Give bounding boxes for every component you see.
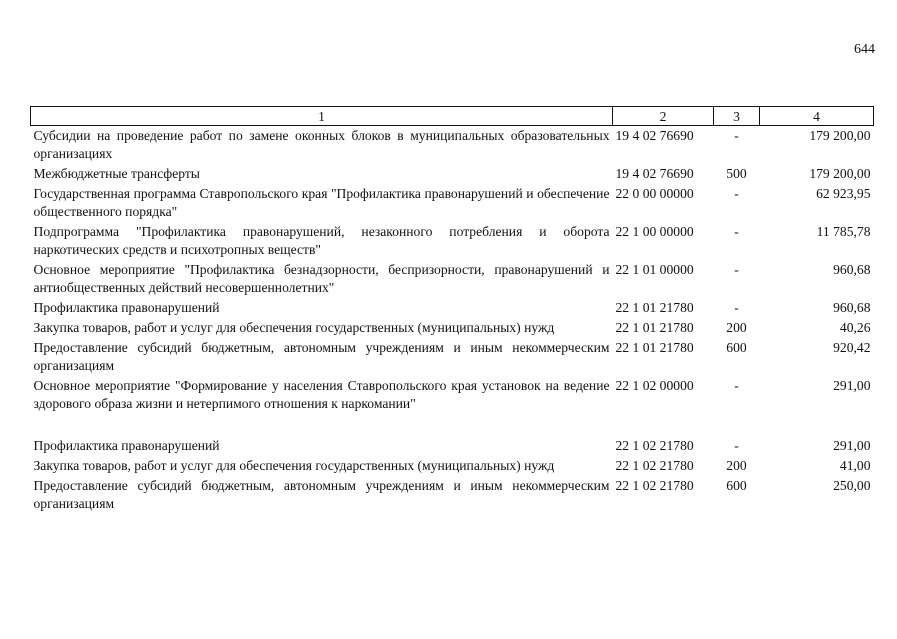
row-code: 22 1 01 21780	[615, 300, 694, 315]
row-sum: 291,00	[833, 438, 871, 453]
spacer-cell	[31, 414, 874, 436]
row-code: 22 1 02 00000	[615, 378, 694, 393]
row-sum: 250,00	[833, 478, 871, 493]
row-type: -	[734, 378, 739, 393]
row-name: Закупка товаров, работ и услуг для обеспечения государственных (муниципальных) нужд	[33, 458, 555, 473]
table-row	[31, 222, 874, 260]
table-row	[31, 456, 874, 476]
row-name: Основное мероприятие "Формирование у населения Ставропольского края установок на ведение здорового образа жизни и нетерпимого отношения к наркомании"	[33, 378, 610, 411]
row-type: 600	[726, 340, 747, 355]
column-header-type: 3	[714, 107, 760, 126]
row-type: 600	[726, 478, 747, 493]
row-name: Основное мероприятие "Профилактика безнадзорности, беспризорности, правонарушений и антиобщественных действий несовершеннолетних"	[33, 262, 610, 295]
table-row	[31, 164, 874, 184]
row-code: 22 1 00 00000	[615, 224, 694, 239]
table-row	[31, 126, 874, 165]
column-header-code: 2	[613, 107, 714, 126]
row-type: -	[734, 186, 739, 201]
row-type: -	[734, 300, 739, 315]
table-row	[31, 338, 874, 376]
row-name: Профилактика правонарушений	[33, 300, 220, 315]
row-type: 500	[726, 166, 747, 181]
budget-table	[30, 106, 874, 514]
row-code: 19 4 02 76690	[615, 166, 694, 181]
table-row	[31, 318, 874, 338]
row-type: -	[734, 262, 739, 277]
spacer-row	[31, 414, 874, 436]
row-name: Межбюджетные трансферты	[33, 166, 200, 181]
row-type: -	[734, 438, 739, 453]
row-sum: 62 923,95	[816, 186, 871, 201]
table-row	[31, 376, 874, 414]
row-code: 22 1 01 00000	[615, 262, 694, 277]
row-code: 22 1 02 21780	[615, 458, 694, 473]
row-type: -	[734, 128, 739, 143]
column-header-name: 1	[31, 107, 613, 126]
row-type: -	[734, 224, 739, 239]
row-type: 200	[726, 458, 747, 473]
row-sum: 179 200,00	[809, 128, 871, 143]
row-sum: 179 200,00	[809, 166, 871, 181]
row-sum: 960,68	[833, 300, 871, 315]
row-sum: 40,26	[839, 320, 871, 335]
row-name: Закупка товаров, работ и услуг для обеспечения государственных (муниципальных) нужд	[33, 320, 555, 335]
row-name: Предоставление субсидий бюджетным, автономным учреждениям и иным некоммерческим организациям	[33, 340, 610, 373]
table-row	[31, 260, 874, 298]
row-name: Субсидии на проведение работ по замене оконных блоков в муниципальных образовательных организациях	[33, 128, 610, 161]
row-sum: 11 785,78	[816, 224, 871, 239]
row-sum: 920,42	[833, 340, 871, 355]
row-sum: 41,00	[839, 458, 871, 473]
row-sum: 960,68	[833, 262, 871, 277]
table-row	[31, 184, 874, 222]
row-name: Профилактика правонарушений	[33, 438, 220, 453]
row-code: 19 4 02 76690	[615, 128, 694, 143]
table-header-row	[31, 107, 874, 126]
row-name: Предоставление субсидий бюджетным, автономным учреждениям и иным некоммерческим организациям	[33, 478, 610, 511]
table-row	[31, 298, 874, 318]
row-code: 22 1 02 21780	[615, 438, 694, 453]
row-code: 22 0 00 00000	[615, 186, 694, 201]
row-code: 22 1 01 21780	[615, 340, 694, 355]
row-code: 22 1 01 21780	[615, 320, 694, 335]
table-row	[31, 476, 874, 514]
row-name: Подпрограмма "Профилактика правонарушений, незаконного потребления и оборота наркотических средств и психотропных веществ"	[33, 224, 610, 257]
page-number: 644	[854, 42, 875, 57]
row-type: 200	[726, 320, 747, 335]
row-code: 22 1 02 21780	[615, 478, 694, 493]
row-sum: 291,00	[833, 378, 871, 393]
row-name: Государственная программа Ставропольского края "Профилактика правонарушений и обеспечение общественного порядка"	[33, 186, 610, 219]
table-row	[31, 436, 874, 456]
column-header-sum: 4	[760, 107, 874, 126]
